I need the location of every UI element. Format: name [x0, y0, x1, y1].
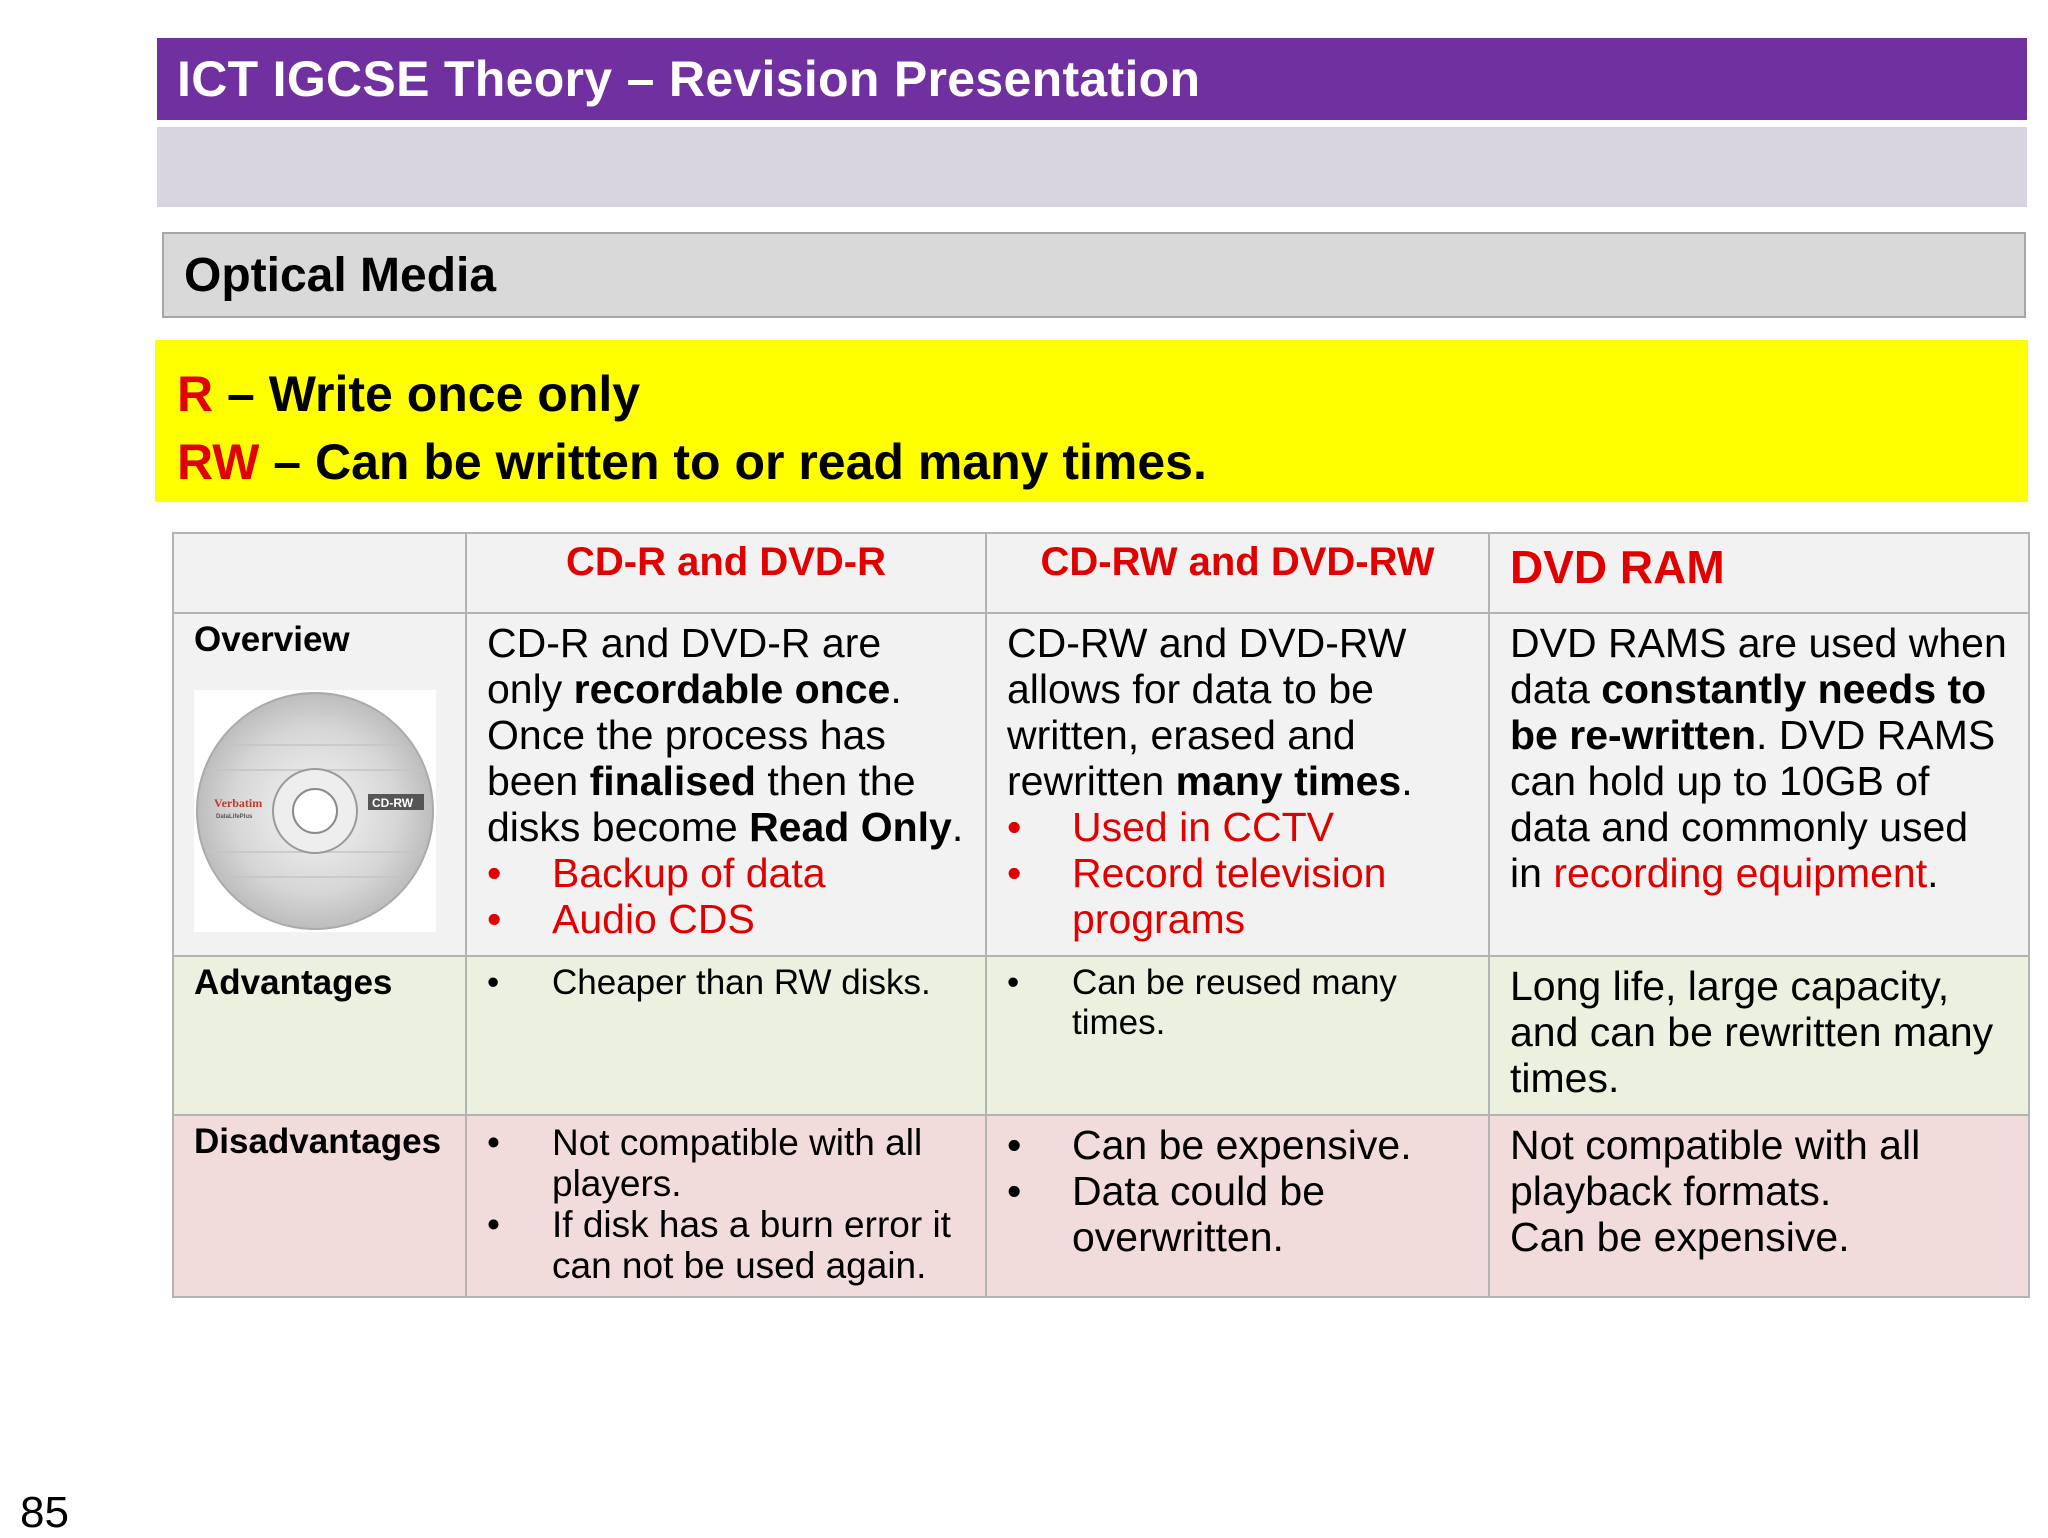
row-label-overview [173, 613, 466, 956]
advantages-cdrw-list [1007, 963, 1468, 1043]
disadvantages-dvdram-2: Can be expensive. [1510, 1214, 1850, 1260]
list-item: • Audio CDS [487, 896, 965, 942]
list-item: • Not compatible with all players. [487, 1122, 965, 1204]
definition-r-text: – Write once only [213, 366, 641, 422]
overview-cdrw-text: CD-RW and DVD-RW allows for data to be written, erased and rewritten many times. [1007, 620, 1413, 804]
list-item: • Can be reused many times. [1007, 963, 1468, 1043]
disc-badge: CD-RW [372, 796, 414, 810]
cell-advantages-cdr [466, 956, 986, 1115]
cell-disadvantages-cdrw [986, 1115, 1489, 1297]
disadvantages-cdrw-list [1007, 1122, 1468, 1260]
overview-cdr-text: CD-R and DVD-R are only recordable once. Once the process has been finalised then the disks become Read Only. [487, 620, 964, 850]
disadvantages-cdr-list [487, 1122, 965, 1286]
definition-rw-key: RW [177, 434, 260, 490]
list-item: • Can be expensive. [1007, 1122, 1468, 1168]
header-cdrw: CD-RW and DVD-RW [986, 533, 1489, 613]
overview-dvdram-text: DVD RAMS are used when data constantly needs to be re-written. DVD RAMS can hold up to 10GB of data and commonly used in recording equipment. [1510, 620, 2007, 896]
cell-disadvantages-dvdram [1489, 1115, 2029, 1297]
disadvantages-dvdram-1: Not compatible with all playback formats. [1510, 1122, 1921, 1214]
list-item: • Backup of data [487, 850, 965, 896]
overview-cdrw-uses [1007, 804, 1468, 942]
disc-subbrand: DataLifePlus [216, 814, 253, 820]
table-row-disadvantages [173, 1115, 2029, 1297]
cell-overview-cdr [466, 613, 986, 956]
definition-rw [177, 428, 2008, 496]
cd-rw-disc-image [194, 690, 436, 932]
cell-disadvantages-cdr [466, 1115, 986, 1297]
list-item: • Data could be overwritten. [1007, 1168, 1468, 1260]
list-item: • Used in CCTV [1007, 804, 1468, 850]
section-heading: Optical Media [162, 232, 2026, 318]
page-number: 85 [20, 1488, 69, 1537]
cell-advantages-dvdram: Long life, large capacity, and can be rewritten many times. [1489, 956, 2029, 1115]
cell-advantages-cdrw [986, 956, 1489, 1115]
subtitle-band [157, 127, 2027, 207]
header-cdr: CD-R and DVD-R [466, 533, 986, 613]
overview-cdr-uses [487, 850, 965, 942]
cell-overview-dvdram [1489, 613, 2029, 956]
definition-rw-text: – Can be written to or read many times. [259, 434, 1207, 490]
list-item: • If disk has a burn error it can not be used again. [487, 1204, 965, 1286]
cell-overview-cdrw [986, 613, 1489, 956]
definition-r-key: R [177, 366, 214, 422]
list-item: • Cheaper than RW disks. [487, 963, 965, 1003]
table-header-row [173, 533, 2029, 613]
definition-r [177, 360, 2008, 428]
row-label-disadvantages: Disadvantages [173, 1115, 466, 1297]
header-dvdram: DVD RAM [1489, 533, 2029, 613]
key-definitions [155, 340, 2028, 502]
optical-media-comparison-table [172, 532, 2030, 1298]
slide-title: ICT IGCSE Theory – Revision Presentation [157, 38, 2027, 120]
overview-label: Overview [194, 620, 350, 659]
disc-brand: Verbatim [214, 796, 263, 810]
advantages-cdr-list [487, 963, 965, 1003]
table-row-overview [173, 613, 2029, 956]
row-label-advantages: Advantages [173, 956, 466, 1115]
header-empty-cell [173, 533, 466, 613]
table-row-advantages [173, 956, 2029, 1115]
list-item: • Record television programs [1007, 850, 1468, 942]
